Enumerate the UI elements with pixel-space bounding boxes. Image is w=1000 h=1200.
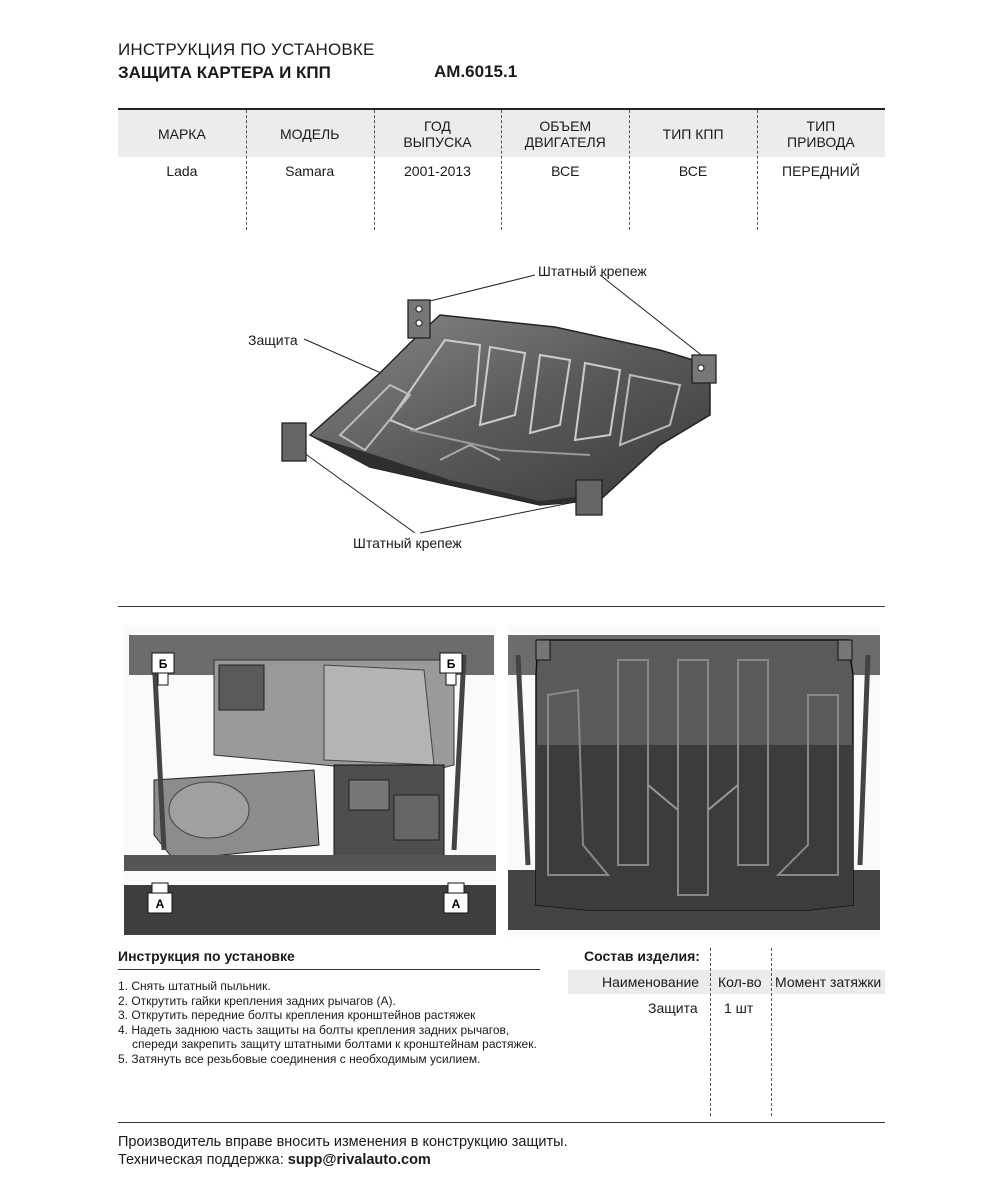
composition-item-qty: 1 шт [724, 1000, 754, 1016]
product-name: ЗАЩИТА КАРТЕРА И КПП [118, 63, 331, 82]
instruction-step: 3. Открутить передние болты крепления кронштейнов растяжек [118, 1008, 476, 1022]
spec-value: Samara [285, 163, 335, 179]
instruction-step: 1. Снять штатный пыльник. [118, 979, 271, 993]
spec-header: ТИП ПРИВОДА [787, 117, 855, 150]
instructions-list [118, 979, 548, 1066]
spec-col-model [246, 110, 374, 230]
instruction-step: 5. Затянуть все резьбовые соединения с необходимым усилием. [118, 1051, 481, 1066]
composition-divider [771, 948, 772, 1116]
underbody-before-illustration [124, 615, 496, 937]
skid-plate-diagram [240, 255, 760, 565]
composition-header-torque: Момент затяжки [775, 974, 882, 990]
instruction-step: 4. Надеть заднюю часть защиты на болты крепления задних рычагов, спереди закрепить защиту штатными болтами к кронштейнам растяжек. [118, 1022, 537, 1051]
svg-text:Б: Б [446, 657, 456, 671]
spec-header: МОДЕЛЬ [279, 125, 340, 142]
underbody-after-illustration [508, 615, 880, 937]
product-code: АМ.6015.1 [434, 62, 518, 81]
spec-col-brand [118, 110, 246, 230]
label-stock-fasteners-bottom: Штатный крепеж [353, 535, 462, 551]
spec-col-engine [501, 110, 629, 230]
spec-header: ГОД ВЫПУСКА [403, 117, 472, 150]
document-header [118, 40, 518, 83]
footer-divider [118, 1122, 885, 1123]
footer [118, 1133, 568, 1169]
spec-value: ВСЕ [678, 163, 708, 179]
spec-header: ТИП КПП [662, 125, 724, 142]
composition-title: Состав изделия: [584, 948, 700, 964]
section-divider [118, 606, 885, 607]
footer-support [118, 1151, 568, 1169]
label-stock-fasteners-top: Штатный крепеж [538, 263, 647, 279]
footer-notice: Производитель вправе вносить изменения в конструкцию защиты. [118, 1134, 568, 1150]
spec-header: МАРКА [157, 125, 206, 142]
composition-header-qty: Кол-во [718, 974, 762, 990]
marker-a-right [444, 883, 468, 913]
spec-value: 2001-2013 [404, 163, 471, 179]
spec-value: ВСЕ [551, 163, 580, 179]
marker-a-left [148, 883, 172, 913]
composition-header-name: Наименование [602, 974, 700, 990]
photo-underside-after [508, 615, 880, 937]
spec-col-drive [757, 110, 885, 230]
spec-col-gearbox [629, 110, 757, 230]
instructions-divider [118, 969, 540, 970]
skid-plate-drawing [240, 255, 760, 565]
spec-value: Lada [166, 163, 198, 179]
instruction-step: 2. Открутить гайки крепления задних рычагов (А). [118, 993, 396, 1008]
label-skid-plate: Защита [248, 332, 298, 348]
support-label: Техническая поддержка: [118, 1152, 284, 1168]
spec-col-year [374, 110, 502, 230]
composition-divider [710, 948, 711, 1116]
svg-text:Б: Б [158, 657, 168, 671]
photo-underside-before [124, 615, 496, 937]
doc-title: ИНСТРУКЦИЯ ПО УСТАНОВКЕ [118, 40, 375, 59]
svg-text:А: А [155, 897, 165, 911]
composition-item-name: Защита [648, 1000, 698, 1016]
spec-value: ПЕРЕДНИЙ [782, 163, 860, 179]
support-email-link[interactable]: supp@rivalauto.com [287, 1152, 431, 1168]
spec-header: ОБЪЕМ ДВИГАТЕЛЯ [524, 117, 606, 150]
vehicle-spec-table [118, 108, 885, 230]
svg-text:А: А [451, 897, 461, 911]
instructions-title: Инструкция по установке [118, 948, 295, 964]
